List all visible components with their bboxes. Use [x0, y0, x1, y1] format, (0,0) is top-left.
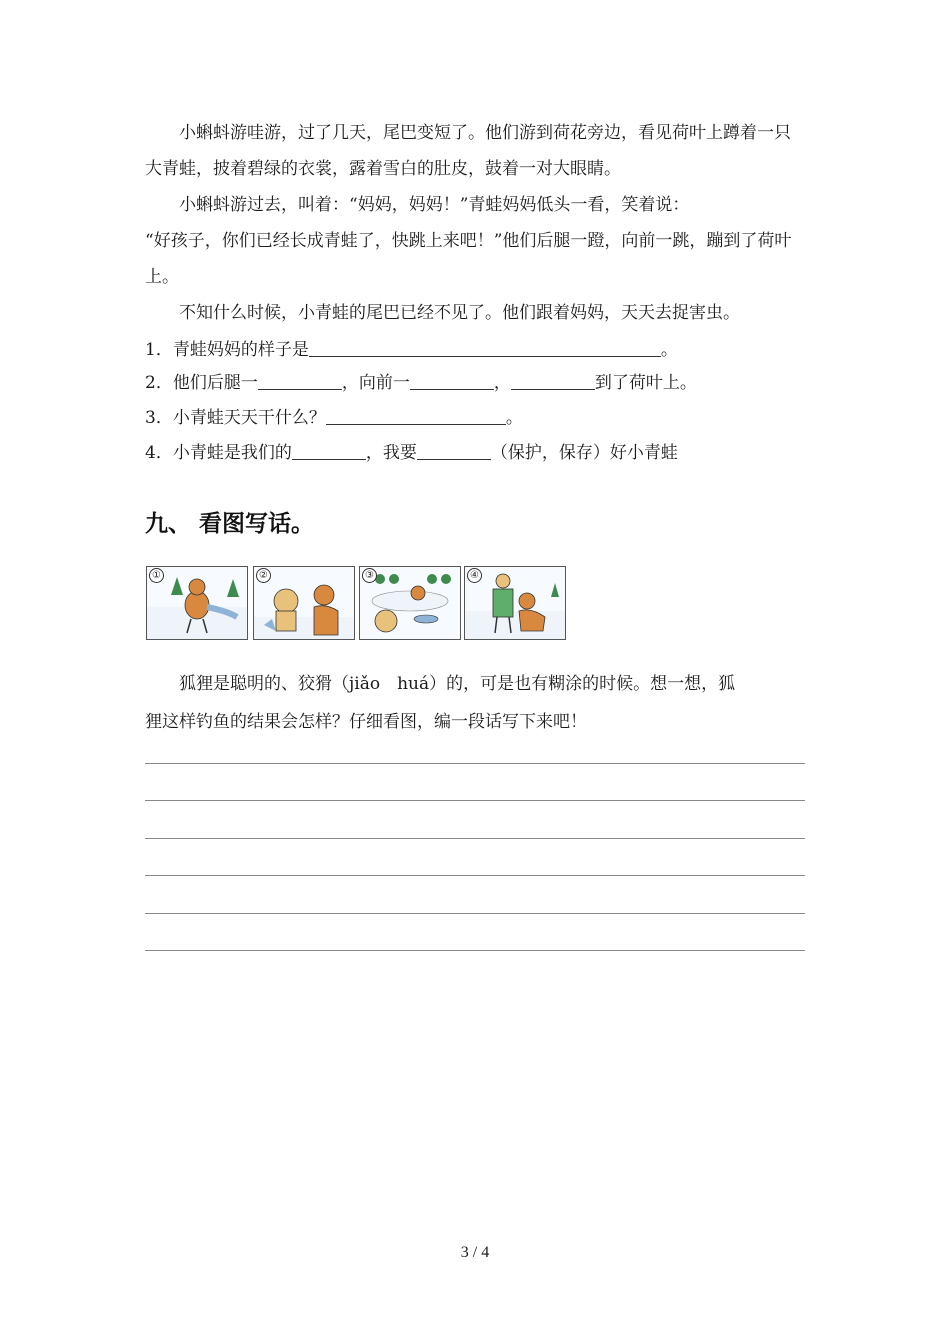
- answer-blank-2c[interactable]: [511, 371, 595, 390]
- question-2-mid-1: ，向前一: [341, 373, 410, 393]
- answer-blank-3[interactable]: [326, 406, 506, 425]
- picture-panel-1: [146, 566, 248, 640]
- writing-line[interactable]: [145, 913, 805, 914]
- question-2-mid-2: ，: [493, 373, 511, 393]
- writing-prompt-line-1: 狐狸是聪明的、狡猾（jiǎo huá）的，可是也有糊涂的时候。想一想，狐: [179, 674, 736, 694]
- question-4-mid: ，我要: [365, 443, 417, 463]
- story-paragraph-1: 小蝌蚪游哇游，过了几天，尾巴变短了。他们游到荷花旁边，看见荷叶上蹲着一只大青蛙，披着碧绿的衣裳，露着雪白的肚皮，鼓着一对大眼睛。: [145, 123, 791, 179]
- picture-panel-3: [359, 566, 461, 640]
- writing-line[interactable]: [145, 763, 805, 764]
- writing-prompt-line-2: 狸这样钓鱼的结果会怎样？仔细看图，编一段话写下来吧！: [145, 712, 587, 732]
- page-number: 3 / 4: [460, 1244, 490, 1261]
- picture-panel-4: [464, 566, 566, 640]
- question-1-end: 。: [660, 340, 678, 360]
- answer-blank-4a[interactable]: [292, 441, 366, 460]
- answer-blank-2b[interactable]: [410, 371, 494, 390]
- question-3: [145, 401, 805, 435]
- answer-blank-2a[interactable]: [258, 371, 342, 390]
- question-4: [145, 436, 805, 470]
- picture-panel-2: [253, 566, 355, 640]
- writing-line[interactable]: [145, 875, 805, 876]
- question-4-text: 4．小青蛙是我们的: [145, 443, 292, 463]
- answer-blank-1[interactable]: [309, 338, 661, 357]
- question-1: [145, 333, 805, 367]
- panel-number-3: ③: [362, 568, 377, 583]
- story-paragraph-3: 不知什么时候，小青蛙的尾巴已经不见了。他们跟着妈妈，天天去捉害虫。: [179, 303, 740, 323]
- section-title: 九、 看图写话。: [145, 511, 315, 537]
- question-1-text: 1．青蛙妈妈的样子是: [145, 340, 309, 360]
- question-2-text: 2．他们后腿一: [145, 373, 258, 393]
- question-3-text: 3．小青蛙天天干什么？: [145, 408, 326, 428]
- writing-line[interactable]: [145, 838, 805, 839]
- panel-number-4: ④: [467, 568, 482, 583]
- writing-line[interactable]: [145, 950, 805, 951]
- answer-blank-4b[interactable]: [417, 441, 491, 460]
- question-2: [145, 366, 805, 400]
- question-2-end: 到了荷叶上。: [594, 373, 697, 393]
- panel-number-2: ②: [256, 568, 271, 583]
- question-4-end: （保护，保存）好小青蛙: [490, 443, 678, 463]
- writing-line[interactable]: [145, 800, 805, 801]
- story-paragraph-2-line-2: “好孩子，你们已经长成青蛙了，快跳上来吧！”他们后腿一蹬，向前一跳，蹦到了荷叶上。: [145, 231, 792, 287]
- story-paragraph-2-line-1: 小蝌蚪游过去，叫着：“妈妈，妈妈！”青蛙妈妈低头一看，笑着说：: [179, 195, 690, 215]
- panel-number-1: ①: [149, 568, 164, 583]
- question-3-end: 。: [505, 408, 523, 428]
